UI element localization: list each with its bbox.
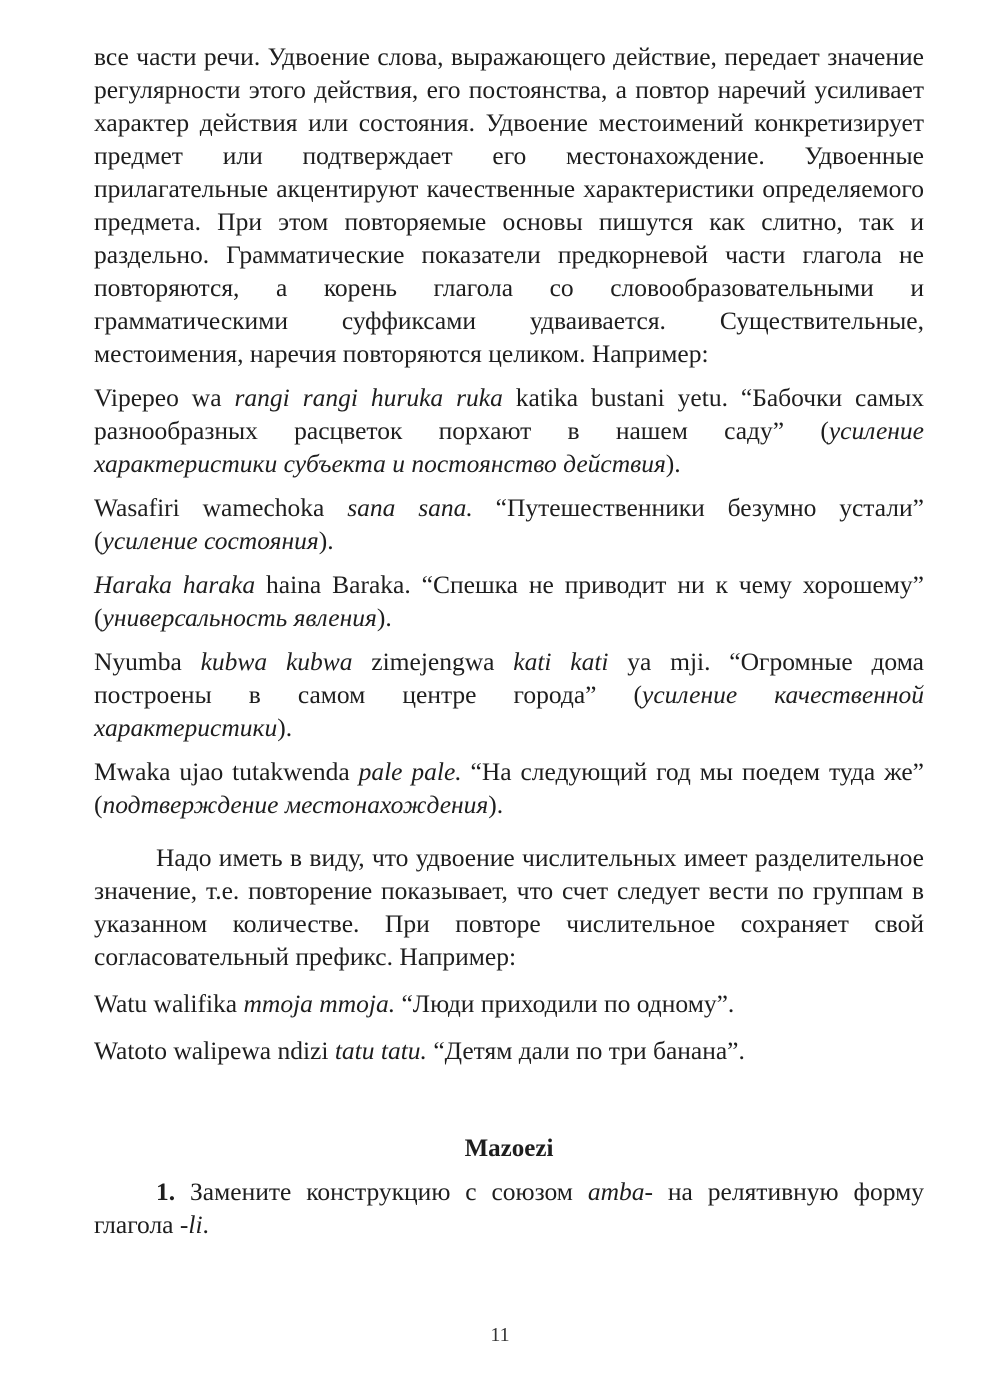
example-note: усиление характеристики субъекта и постоянство действия (94, 416, 924, 478)
exercise-number: 1. (156, 1177, 176, 1206)
example-text: “Путешественники безумно устали” ( (94, 493, 924, 555)
example-text: “Детям дали по три банана”. (426, 1036, 745, 1065)
example-text: Watoto walipewa ndizi (94, 1036, 335, 1065)
example-italic: kati kati (513, 647, 609, 676)
example-text: “На следующий год мы поедем туда же” ( (94, 757, 924, 819)
example-italic: sana sana. (347, 493, 473, 522)
example-italic: mmoja mmoja. (243, 989, 396, 1018)
page-number: 11 (490, 1324, 510, 1346)
example-text: ya mji. “Огромные дома построены в самом центре города” ( (94, 647, 924, 709)
example-text: ). (376, 603, 392, 632)
exercise-italic: amba- (587, 1177, 654, 1206)
example-text: katika bustani yetu. “Бабочки самых разнообразных расцветок порхают в нашем саду” ( (94, 383, 925, 445)
page-body (94, 40, 924, 1241)
section-heading: Mazoezi (464, 1135, 554, 1162)
example-note: подтверждение местонахождения (102, 790, 489, 819)
example-note: усиление состояния (102, 526, 319, 555)
numerals-paragraph: Надо иметь в виду, что удвоение числительных имеет разделительное значение, т.е. повторение показывает, что счет следует вести по группам в указанном количестве. При повторе числительное сохраняет свой согласовательный префикс. Например: (94, 843, 924, 971)
exercise-italic: -li (179, 1210, 203, 1239)
example-italic: tatu tatu. (334, 1036, 427, 1065)
example-watoto (94, 1034, 924, 1067)
exercise-text: . (202, 1210, 209, 1239)
example-text: Wasafiri wamechoka (94, 493, 348, 522)
example-italic: Haraka haraka (94, 570, 256, 599)
example-text: Nyumba (94, 647, 201, 676)
example-italic: rangi rangi huruka ruka (234, 383, 503, 412)
example-text: “Люди приходили по одному”. (395, 989, 735, 1018)
example-italic: kubwa kubwa (200, 647, 353, 676)
example-vipepeo (94, 381, 924, 480)
example-text: ). (665, 449, 681, 478)
example-text: ). (277, 713, 293, 742)
exercise-text: Замените конструкцию с союзом (175, 1177, 588, 1206)
example-italic: pale pale. (358, 757, 462, 786)
intro-paragraph: все части речи. Удвоение слова, выражающего действие, передает значение регулярности этого действия, его постоянства, а повтор наречий усиливает характер действия или состояния. Удвоение местоимений конкретизирует предмет или подтверждает его местонахождение. Удвоенные прилагательные акцентируют качественные характеристики определяемого предмета. При этом повторяемые основы пишутся как слитно, так и раздельно. Грамматические показатели предкорневой части глагола не повторяются, а корень глагола со словообразовательными и грамматическими суффиксами удваивается. Существительные, местоимения, наречия повторяются целиком. Например: (94, 42, 924, 368)
example-note: усиление качественной характеристики (94, 680, 924, 742)
example-haraka (94, 568, 924, 634)
example-mwaka (94, 755, 924, 821)
example-wasafiri (94, 491, 924, 557)
example-text: Watu walifika (94, 989, 244, 1018)
example-text: ). (318, 526, 334, 555)
example-note: универсальность явления (102, 603, 377, 632)
example-text: zimejengwa (352, 647, 514, 676)
exercise-text: на релятивную форму глагола (94, 1177, 924, 1239)
example-text: haina Baraka. “Спешка не приводит ни к чему хорошему” ( (94, 570, 924, 632)
example-text: ). (488, 790, 504, 819)
example-text: Vipepeo wa (94, 383, 235, 412)
example-watu (94, 987, 924, 1020)
example-text: Mwaka ujao tutakwenda (94, 757, 359, 786)
example-nyumba (94, 645, 924, 744)
exercise-1 (94, 1175, 924, 1241)
